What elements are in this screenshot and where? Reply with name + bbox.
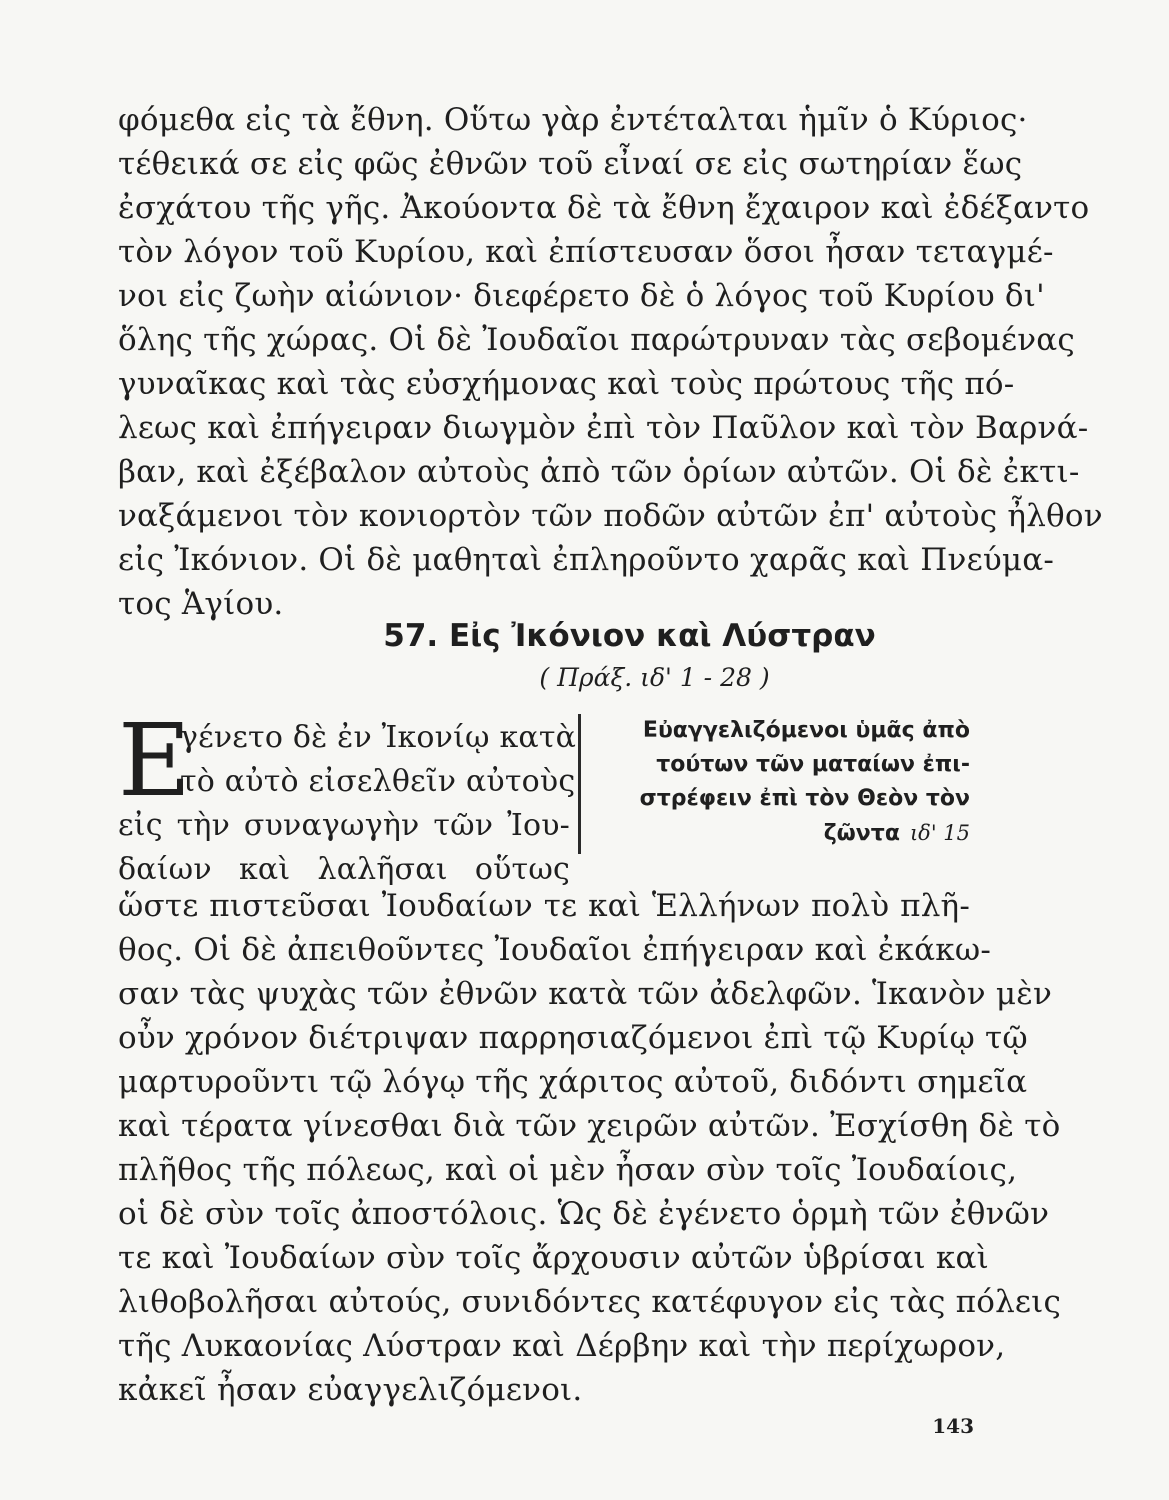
memory-verse-line: τούτων τῶν ματαίων ἐπι- — [656, 752, 970, 777]
top-paragraph — [118, 98, 1103, 626]
text-line: γυναῖκας καὶ τὰς εὐσχήμονας καὶ τοὺς πρώτους τῆς πό- — [118, 366, 1015, 402]
text-line: καὶ τέρατα γίνεσθαι διὰ τῶν χειρῶν αὐτῶν. Ἐσχίσθη δὲ τὸ — [118, 1108, 1061, 1144]
text-line: οἱ δὲ σὺν τοῖς ἀποστόλοις. Ὡς δὲ ἐγένετο ὁρμὴ τῶν ἐθνῶν — [118, 1196, 1050, 1232]
text-line: ὥστε πιστεῦσαι Ἰουδαίων τε καὶ Ἑλλήνων πολὺ πλῆ- — [118, 888, 970, 924]
text-line: ναξάμενοι τὸν κονιορτὸν τῶν ποδῶν αὐτῶν ἐπ' αὐτοὺς ἦλθον — [118, 498, 1103, 534]
drop-cap-lines — [180, 716, 577, 804]
memory-verse-line — [598, 816, 970, 851]
text-line: τὸ αὐτὸ εἰσελθεῖν αὐτοὺς — [180, 764, 576, 799]
text-line: φόμεθα εἰς τὰ ἔθνη. Οὕτω γὰρ ἐντέταλται ἡμῖν ὁ Κύριος· — [118, 102, 1028, 138]
text-line: τῆς Λυκαονίας Λύστραν καὶ Δέρβην καὶ τὴν περίχωρον, — [118, 1328, 1006, 1364]
memory-verse-line: στρέφειν ἐπὶ τὸν Θεὸν τὸν — [639, 786, 970, 811]
memory-verse-text: ζῶντα — [823, 821, 900, 846]
section-title: 57. Εἰς Ἰκόνιον καὶ Λύστραν — [383, 618, 876, 654]
text-line: πλῆθος τῆς πόλεως, καὶ οἱ μὲν ἦσαν σὺν τοῖς Ἰουδαίοις, — [118, 1152, 1018, 1188]
scripture-reference: ( Πράξ. ιδ' 1 - 28 ) — [539, 663, 770, 692]
drop-cap-continuation — [118, 804, 570, 892]
text-line: τος Ἁγίου. — [118, 586, 284, 622]
page-number: 143 — [932, 1414, 974, 1438]
text-line: τε καὶ Ἰουδαίων σὺν τοῖς ἄρχουσιν αὐτῶν ὑβρίσαι καὶ — [118, 1240, 989, 1276]
text-line: μαρτυροῦντι τῷ λόγῳ τῆς χάριτος αὐτοῦ, διδόντι σημεῖα — [118, 1064, 1028, 1100]
text-line: γένετο δὲ ἐν Ἰκονίῳ κατὰ — [180, 720, 577, 755]
text-line: κἀκεῖ ἦσαν εὐαγγελιζόμενοι. — [118, 1372, 583, 1408]
text-line: σαν τὰς ψυχὰς τῶν ἐθνῶν κατὰ τῶν ἀδελφῶν. Ἱκανὸν μὲν — [118, 976, 1053, 1012]
text-line: λεως καὶ ἐπήγειραν διωγμὸν ἐπὶ τὸν Παῦλον καὶ τὸν Βαρνά- — [118, 410, 1089, 446]
text-line: ἐσχάτου τῆς γῆς. Ἀκούοντα δὲ τὰ ἔθνη ἔχαιρον καὶ ἐδέξαντο — [118, 190, 1090, 226]
memory-verse-reference: ιδ' 15 — [909, 821, 970, 845]
text-line: δαίων καὶ λαλῆσαι οὕτως — [118, 852, 570, 887]
memory-verse-box — [598, 714, 970, 851]
drop-cap: Ε — [118, 702, 191, 819]
text-line: εἰς τὴν συναγωγὴν τῶν Ἰου- — [118, 808, 570, 843]
bottom-paragraph — [118, 884, 1062, 1412]
memory-verse-line: Εὐαγγελιζόμενοι ὑμᾶς ἀπὸ — [642, 718, 970, 743]
text-line: θος. Οἱ δὲ ἀπειθοῦντες Ἰουδαῖοι ἐπήγειραν καὶ ἐκάκω- — [118, 932, 991, 968]
text-line: ὅλης τῆς χώρας. Οἱ δὲ Ἰουδαῖοι παρώτρυναν τὰς σεβομένας — [118, 322, 1075, 358]
text-line: βαν, καὶ ἐξέβαλον αὐτοὺς ἀπὸ τῶν ὁρίων αὐτῶν. Οἱ δὲ ἐκτι- — [118, 454, 1080, 490]
text-line: τέθεικά σε εἰς φῶς ἐθνῶν τοῦ εἶναί σε εἰς σωτηρίαν ἕως — [118, 146, 1023, 182]
text-line: τὸν λόγον τοῦ Κυρίου, καὶ ἐπίστευσαν ὅσοι ἦσαν τεταγμέ- — [118, 234, 1054, 270]
column-divider — [578, 714, 581, 854]
text-line: λιθοβολῆσαι αὐτούς, συνιδόντες κατέφυγον εἰς τὰς πόλεις — [118, 1284, 1062, 1320]
text-line: εἰς Ἰκόνιον. Οἱ δὲ μαθηταὶ ἐπληροῦντο χαρᾶς καὶ Πνεύμα- — [118, 542, 1055, 578]
text-line: οὖν χρόνον διέτριψαν παρρησιαζόμενοι ἐπὶ τῷ Κυρίῳ τῷ — [118, 1020, 1028, 1056]
text-line: νοι εἰς ζωὴν αἰώνιον· διεφέρετο δὲ ὁ λόγος τοῦ Κυρίου δι' — [118, 278, 1045, 314]
